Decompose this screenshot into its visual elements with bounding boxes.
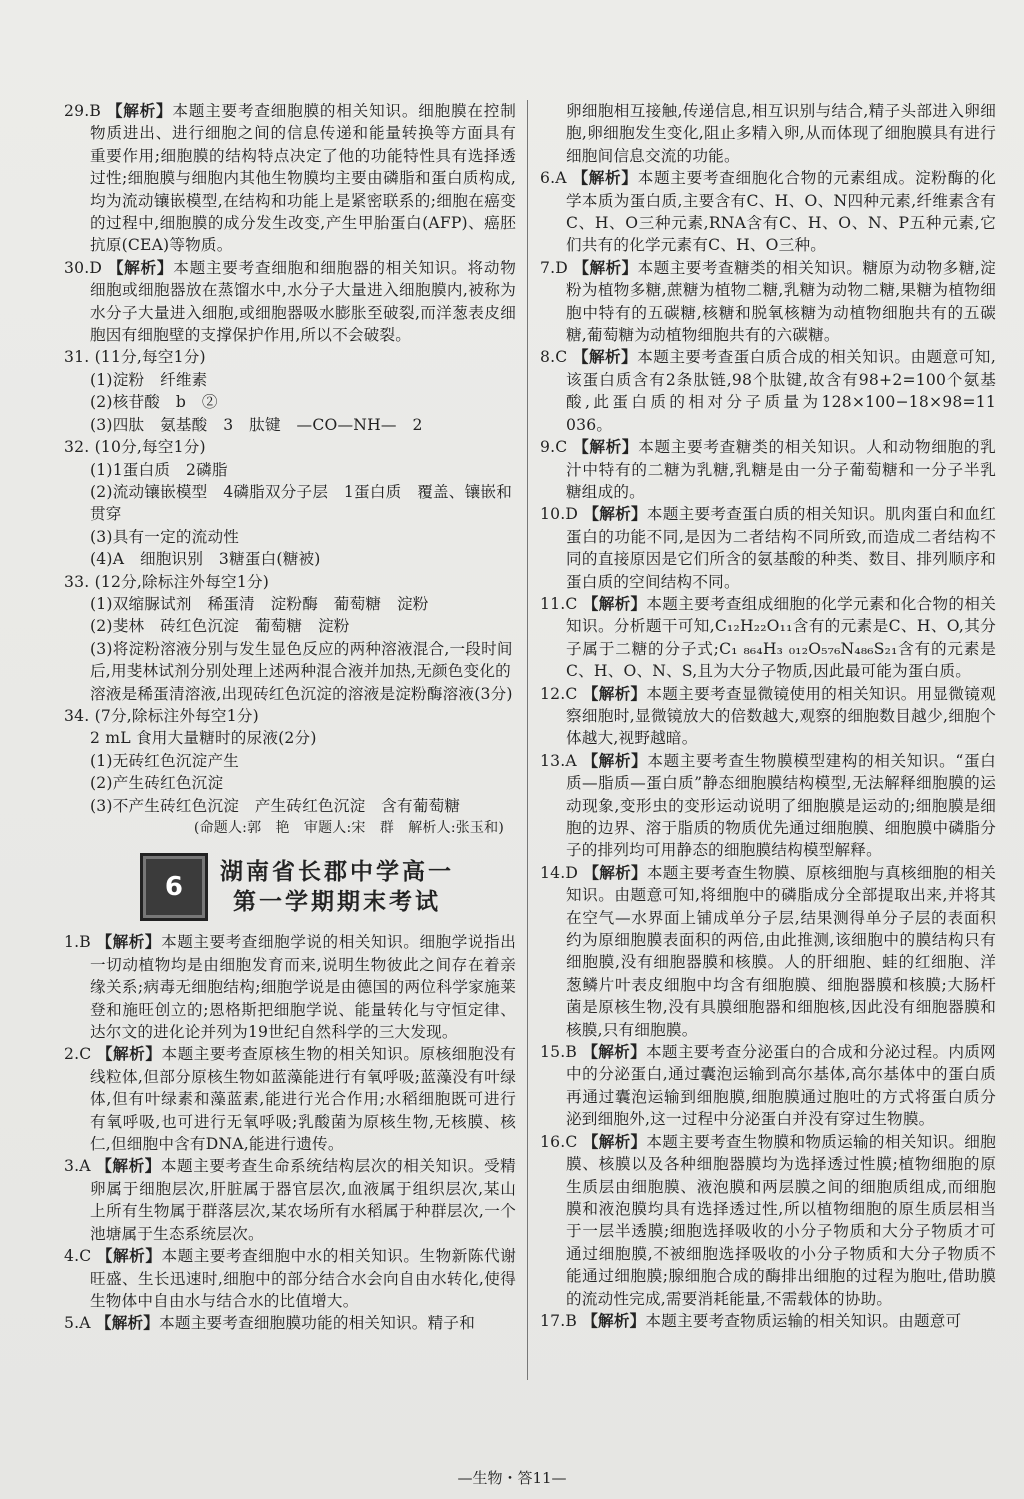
answer-number: 15.B — [540, 1043, 578, 1062]
answer-text: (12分,除标注外每空1分) — [94, 572, 270, 591]
answer-subitem: (1)无砖红色沉淀产生 — [90, 751, 240, 770]
analysis-tag: 【解析】 — [96, 1156, 161, 1176]
answer-subitem: (2)斐林 砖红色沉淀 葡萄糖 淀粉 — [90, 617, 350, 636]
answer-text: 本题主要考查原核生物的相关知识。原核细胞没有线粒体,但部分原核生物如蓝藻能进行有氧呼吸;蓝藻没有叶绿体,但有叶绿素和藻蓝素,能进行光合作用;水稻细胞既可进行有氧呼吸,也可进行无氧呼吸;乳酸菌为原核生物,无核膜、核仁,但细胞中含有DNA,能进行遗传。 — [90, 1045, 516, 1154]
answer-text: 本题主要考查显微镜使用的相关知识。用显微镜观察细胞时,显微镜放大的倍数越大,观察的细胞数目越少,细胞个体越大,视野越暗。 — [566, 684, 996, 748]
answer-subitem: (3)将淀粉溶液分别与发生显色反应的两种溶液混合,一段时间后,用斐林试剂分别处理上述两种混合液并加热,无颜色变化的溶液是稀蛋清溶液,出现砖红色沉淀的溶液是淀粉酶溶液(3分) — [90, 639, 513, 703]
answer-subitem: (1)双缩脲试剂 稀蛋清 淀粉酶 葡萄糖 淀粉 — [90, 594, 429, 613]
answer-subitem: (2)核苷酸 b ② — [90, 393, 218, 412]
analysis-tag: 【解析】 — [582, 1310, 646, 1330]
answer-text: 本题主要考查糖类的相关知识。糖原为动物多糖,淀粉为植物多糖,蔗糖为植物二糖,乳糖为动物二糖,果糖为植物细胞中特有的五碳糖,核糖和脱氧核糖为动植物细胞共有的五碳糖,葡萄糖为动植物细胞共有的六碳糖。 — [566, 258, 996, 345]
exam-title-line1: 湖南省长郡中学高一 — [220, 859, 454, 886]
answer-text: (10分,每空1分) — [94, 438, 206, 457]
answer-item — [540, 436, 996, 503]
answer-text: (11分,每空1分) — [94, 348, 206, 367]
answer-item — [540, 1131, 996, 1310]
answer-item — [540, 862, 996, 1041]
analysis-tag: 【解析】 — [96, 1044, 162, 1064]
answer-number: 16.C — [540, 1132, 578, 1151]
answer-item — [540, 100, 996, 167]
answer-subitem: (2)流动镶嵌模型 4磷脂双分子层 1蛋白质 覆盖、镶嵌和贯穿 — [90, 482, 512, 524]
analysis-tag: 【解析】 — [572, 347, 638, 367]
analysis-tag: 【解析】 — [582, 1042, 646, 1062]
analysis-tag: 【解析】 — [96, 1246, 162, 1266]
answer-text: 本题主要考查组成细胞的化学元素和化合物的相关知识。分析题干可知,C₁₂H₂₂O₁₁含有的元素是C、H、O,其分子属于二糖的分子式;C₁ ₈₆₄H₃ ₀₁₂O₅₇₆N₄₈₆S₂₁含有的元素是C、H、O、N、S,且为大分子物质,因此最可能为蛋白质。 — [566, 594, 996, 681]
answer-text: 本题主要考查分泌蛋白的合成和分泌过程。内质网中的分泌蛋白,通过囊泡运输到高尔基体,高尔基体中的蛋白质再通过囊泡运输到细胞膜,细胞膜通过胞吐的方式将蛋白质分泌到细胞外,这一过程中分泌蛋白并没有穿过生物膜。 — [566, 1043, 996, 1129]
answer-text: 本题主要考查细胞学说的相关知识。细胞学说指出一切动植物均是由细胞发育而来,说明生物彼此之间存在着亲缘关系;病毒无细胞结构;细胞学说是由德国的两位科学家施莱登和施旺创立的;恩格斯把细胞学说、能量转化与守恒定律、达尔文的进化论并列为19世纪自然科学的三大发现。 — [90, 933, 516, 1042]
answer-number: 12.C — [540, 684, 578, 703]
author-credit: (命题人:郭 艳 审题人:宋 群 解析人:张玉和) — [193, 820, 504, 836]
analysis-tag: 【解析】 — [106, 101, 173, 120]
answer-number: 17.B — [540, 1311, 578, 1330]
answer-item — [64, 436, 516, 458]
answer-subitem: (1)淀粉 纤维素 — [90, 370, 208, 389]
answer-number: 13.A — [540, 751, 577, 770]
answer-item — [64, 571, 516, 593]
answer-text: 本题主要考查蛋白质的相关知识。肌肉蛋白和血红蛋白的功能不同,是因为二者结构不同所致,而造成二者结构不同的直接原因是它们所含的氨基酸的种类、数目、排列顺序和蛋白质的空间结构不同。 — [566, 505, 996, 591]
answer-item — [64, 346, 516, 368]
answer-item — [540, 503, 996, 593]
answer-item — [64, 1312, 516, 1334]
answer-number: 7.D — [540, 258, 568, 277]
answer-text: 本题主要考查细胞和细胞器的相关知识。将动物细胞或细胞器放在蒸馏水中,水分子大量进入细胞膜内,被称为水分子大量进入细胞,或细胞器吸水膨胀至破裂,而洋葱表皮细胞因有细胞壁的支撑保护作用,所以不会破裂。 — [90, 258, 516, 345]
answer-item — [64, 705, 516, 727]
answer-text: 本题主要考查细胞中水的相关知识。生物新陈代谢旺盛、生长迅速时,细胞中的部分结合水会向自由水转化,使得生物体中自由水与结合水的比值增大。 — [90, 1247, 516, 1310]
answer-number: 29.B — [64, 102, 102, 120]
answer-subitem: (1)1蛋白质 2磷脂 — [90, 460, 228, 479]
answer-number: 6.A — [540, 169, 567, 188]
answer-number: 8.C — [540, 348, 568, 367]
right-answers — [540, 100, 996, 1332]
answer-item — [540, 593, 996, 683]
answer-number: 32. — [64, 438, 90, 457]
answer-item — [64, 257, 516, 347]
answer-item — [64, 1043, 516, 1155]
answer-subitem: (2)产生砖红色沉淀 — [90, 774, 224, 793]
analysis-tag: 【解析】 — [573, 257, 638, 277]
analysis-tag: 【解析】 — [96, 932, 162, 952]
answer-item — [540, 257, 996, 347]
analysis-tag: 【解析】 — [107, 257, 174, 277]
answer-number: 5.A — [64, 1314, 91, 1333]
answer-text: (7分,除标注外每空1分) — [94, 706, 259, 725]
answer-text: 本题主要考查生物膜和物质运输的相关知识。细胞膜、核膜以及各种细胞器膜均为选择透过性膜;植物细胞的原生质层由细胞膜、液泡膜和两层膜之间的细胞质组成,而细胞膜和液泡膜均具有选择透过性,所以植物细胞的原生质层相当于一层半透膜;细胞选择吸收的小分子物质和大分子物质才可通过细胞膜,不被细胞选择吸收的小分子物质和大分子物质不能通过细胞膜;腺细胞合成的酶排出细胞的过程为胞吐,借助膜的流动性完成,需要消耗能量,不需载体的协助。 — [566, 1132, 996, 1308]
answer-text: 本题主要考查物质运输的相关知识。由题意可 — [645, 1311, 962, 1330]
right-column — [540, 100, 996, 1332]
answer-item — [540, 750, 996, 862]
answer-text: 本题主要考查细胞膜的相关知识。细胞膜在控制物质进出、进行细胞之间的信息传递和能量转换等方面具有重要作用;细胞膜的结构特点决定了他的功能特性具有选择透过性;细胞膜与细胞内其他生物膜均主要由磷脂和蛋白质构成,均为流动镶嵌模型,在结构和功能上是紧密联系的;细胞在癌变的过程中,细胞膜的成分发生改变,产生甲胎蛋白(AFP)、癌胚抗原(CEA)等物质。 — [90, 102, 516, 255]
answer-subitem: 2 mL 食用大量糖时的尿液(2分) — [90, 729, 317, 748]
answer-number: 4.C — [64, 1247, 92, 1266]
analysis-tag: 【解析】 — [582, 1131, 647, 1151]
answer-subitem: (3)具有一定的流动性 — [90, 527, 240, 546]
answer-item — [540, 1041, 996, 1131]
analysis-tag: 【解析】 — [572, 168, 638, 188]
column-divider — [527, 100, 528, 1380]
answer-number: 11.C — [540, 594, 578, 613]
answer-number: 9.C — [540, 438, 568, 457]
exam-banner — [140, 853, 516, 921]
analysis-tag: 【解析】 — [583, 504, 647, 524]
left-column — [64, 100, 516, 1335]
answer-text: 本题主要考查细胞化合物的元素组成。淀粉酶的化学本质为蛋白质,主要含有C、H、O、N四种元素,纤维素含有C、H、O三种元素,RNA含有C、H、O、N、P五种元素,它们共有的化学元素有C、H、O三种。 — [566, 169, 996, 255]
analysis-tag: 【解析】 — [582, 750, 648, 770]
exam-title — [220, 857, 454, 917]
answer-item — [540, 346, 996, 436]
analysis-tag: 【解析】 — [573, 437, 639, 457]
answer-item — [540, 1310, 996, 1332]
answer-text: 本题主要考查生命系统结构层次的相关知识。受精卵属于细胞层次,肝脏属于器官层次,血液属于组织层次,某山上所有生物属于群落层次,某农场所有水稻属于种群层次,一个池塘属于生态系统层次。 — [90, 1157, 516, 1243]
answer-text: 本题主要考查生物膜、原核细胞与真核细胞的相关知识。由题意可知,将细胞中的磷脂成分全部提取出来,并将其在空气—水界面上铺成单分子层,结果测得单分子层的表面积约为原细胞膜表面积的两倍,由此推测,该细胞中的膜结构只有细胞膜,没有细胞器膜和核膜。人的肝细胞、蛙的红细胞、洋葱鳞片叶表皮细胞中均含有细胞膜、细胞器膜和核膜;大肠杆菌是原核生物,没有具膜细胞器和细胞核,因此没有细胞器膜和核膜,只有细胞膜。 — [566, 863, 996, 1039]
answer-number: 3.A — [64, 1157, 91, 1176]
answer-item — [64, 1245, 516, 1312]
answer-number: 34. — [64, 706, 90, 725]
answer-number: 10.D — [540, 505, 579, 524]
answer-item — [64, 931, 516, 1043]
answer-text: 本题主要考查糖类的相关知识。人和动物细胞的乳汁中特有的二糖为乳糖,乳糖是由一分子葡萄糖和一分子半乳糖组成的。 — [566, 438, 996, 501]
exam-title-line2: 第一学期期末考试 — [233, 889, 441, 916]
answer-item — [540, 683, 996, 750]
analysis-tag: 【解析】 — [583, 862, 647, 882]
answer-number: 33. — [64, 572, 90, 591]
answer-number: 30.D — [64, 258, 103, 277]
answer-number: 2.C — [64, 1045, 92, 1064]
answer-number: 14.D — [540, 863, 579, 882]
answer-subitem: (3)不产生砖红色沉淀 产生砖红色沉淀 含有葡萄糖 — [90, 796, 461, 815]
answer-subitem: (4)A 细胞识别 3糖蛋白(糖被) — [90, 550, 321, 569]
answer-text: 卵细胞相互接触,传递信息,相互识别与结合,精子头部进入卵细胞,卵细胞发生变化,阻止多精入卵,从而体现了细胞膜具有进行细胞间信息交流的功能。 — [566, 102, 996, 165]
answer-number: 31. — [64, 348, 90, 367]
analysis-tag: 【解析】 — [582, 683, 647, 703]
answer-text: 本题主要考查细胞膜功能的相关知识。精子和 — [159, 1314, 475, 1333]
answer-item — [64, 1155, 516, 1245]
analysis-tag: 【解析】 — [95, 1313, 160, 1333]
answer-subitem: (3)四肽 氨基酸 3 肽键 —CO—NH— 2 — [90, 415, 423, 434]
answer-text: 本题主要考查蛋白质合成的相关知识。由题意可知,该蛋白质含有2条肽链,98个肽键,故含有98+2=100个氨基酸,此蛋白质的相对分子质量为128×100−18×98=11 036。 — [566, 348, 996, 434]
left-answers-bottom — [64, 931, 516, 1334]
answer-item — [64, 100, 516, 257]
left-answers-top — [64, 100, 516, 817]
answer-number: 1.B — [64, 933, 91, 952]
page-footer: —生物・答11— — [457, 1469, 567, 1487]
answer-text: 本题主要考查生物膜模型建构的相关知识。“蛋白质—脂质—蛋白质”静态细胞膜结构模型,无法解释细胞膜的运动现象,变形虫的变形运动说明了细胞膜是运动的;细胞膜是细胞的边界、溶于脂质的物质优先通过细胞膜、细胞膜中磷脂分子的排列均可用静态的细胞膜结构模型解释。 — [566, 751, 996, 860]
section-number-badge: 6 — [140, 853, 208, 921]
answer-item — [540, 167, 996, 257]
analysis-tag: 【解析】 — [582, 593, 647, 613]
